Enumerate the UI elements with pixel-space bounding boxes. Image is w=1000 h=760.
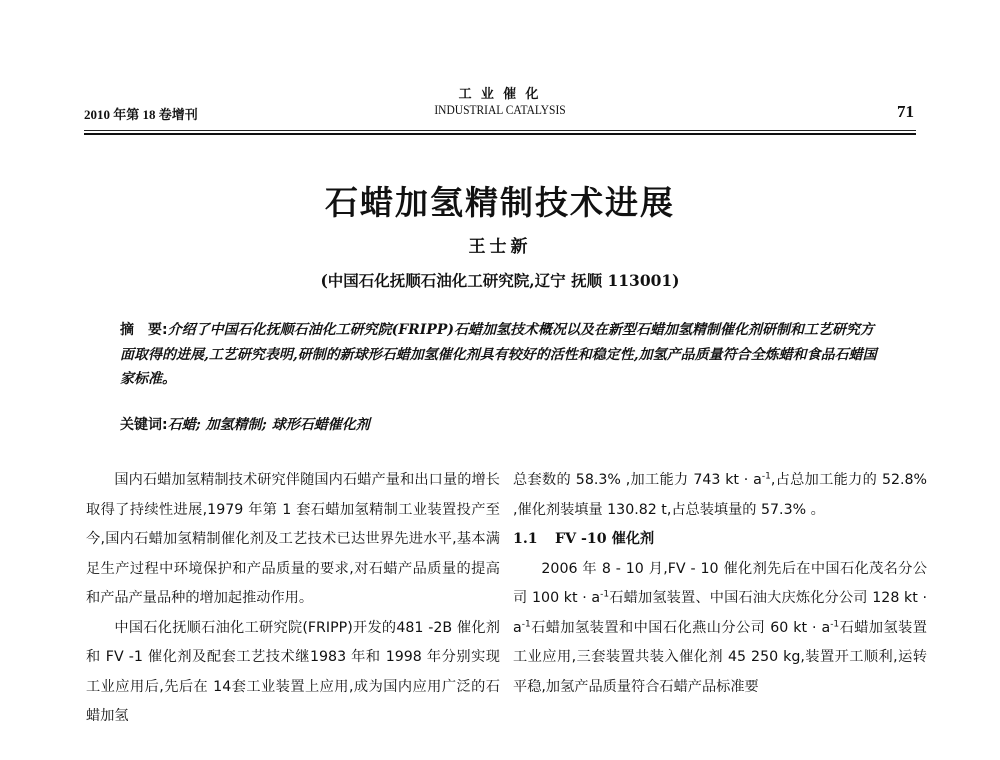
keywords — [120, 414, 886, 436]
section-title: FV -10 催化剂 — [555, 531, 655, 547]
text-run: 石蜡加氢装置、中国石油大庆炼化分公司 128 kt · a — [513, 590, 927, 636]
abstract-label: 摘 要: — [120, 322, 168, 338]
superscript: -1 — [830, 618, 840, 629]
running-header — [84, 86, 916, 126]
superscript: -1 — [521, 618, 531, 629]
body-paragraph — [513, 555, 927, 703]
body-paragraph: 中国石化抚顺石油化工研究院(FRIPP)开发的481 -2B 催化剂和 FV -1 催化剂及配套工艺技术继1983 年和 1998 年分别实现工业应用后,先后在 14套工业装置上应用,成为国内应用广泛的石蜡加氢 — [86, 619, 500, 724]
body-right-column — [513, 466, 927, 702]
text-run: 石蜡加氢装置工业应用,三套装置共装入催化剂 45 250 kg,装置开工顺利,运转平稳,加氢产品质量符合石蜡产品标准要 — [513, 619, 927, 695]
article-title: 石蜡加氢精制技术进展 — [325, 183, 675, 222]
keywords-label: 关键词: — [120, 417, 168, 433]
text-run: 总套数的 58.3% ,加工能力 743 kt · a — [513, 472, 762, 488]
issue-info: 2010 年第 18 卷增刊 — [84, 107, 198, 122]
text-run: 石蜡加氢装置和中国石化燕山分公司 60 kt · a — [530, 619, 831, 636]
article-author: 王士新 — [468, 237, 532, 257]
abstract-text: 介绍了中国石化抚顺石油化工研究院(FRIPP)石蜡加氢技术概况以及在新型石蜡加氢精制催化剂研制和工艺研究方面取得的进展,工艺研究表明,研制的新球形石蜡加氢催化剂具有较好的活性和稳定性,加氢产品质量符合全炼蜡和食品石蜡国家标准。 — [120, 322, 877, 387]
section-heading — [513, 525, 927, 555]
header-rule-thin — [84, 130, 916, 131]
superscript: -1 — [761, 471, 771, 482]
header-rule-thick — [84, 133, 916, 135]
section-number: 1.1 — [513, 531, 538, 547]
abstract — [120, 318, 886, 392]
body-paragraph: 国内石蜡加氢精制技术研究伴随国内石蜡产量和出口量的增长取得了持续性进展,1979 年第 1 套石蜡加氢精制工业装置投产至今,国内石蜡加氢精制催化剂及工艺技术已达世界先进水平,基本满足生产过程中环境保护和产品质量的要求,对石蜡产品质量的提高和产品产量品种的增加起推动作用。 — [86, 472, 500, 606]
body-left-column — [86, 466, 500, 732]
author-affiliation: (中国石化抚顺石油化工研究院,辽宁 抚顺 113001) — [320, 271, 680, 290]
journal-name-english: INDUSTRIAL CATALYSIS — [434, 103, 566, 117]
page-number: 71 — [897, 102, 914, 121]
text-run: ,占总加工能力的 52.8% ,催化剂装填量 130.82 t,占总装填量的 57.3% 。 — [513, 472, 928, 518]
superscript: -1 — [600, 589, 610, 600]
journal-name — [84, 86, 916, 118]
keywords-text: 石蜡; 加氢精制; 球形石蜡催化剂 — [167, 417, 370, 433]
body-paragraph-continued — [513, 466, 927, 525]
text-run: 2006 年 8 - 10 月,FV - 10 催化剂先后在中国石化茂名分公司 100 kt · a — [513, 560, 927, 606]
journal-name-chinese: 工 业 催 化 — [458, 86, 542, 101]
